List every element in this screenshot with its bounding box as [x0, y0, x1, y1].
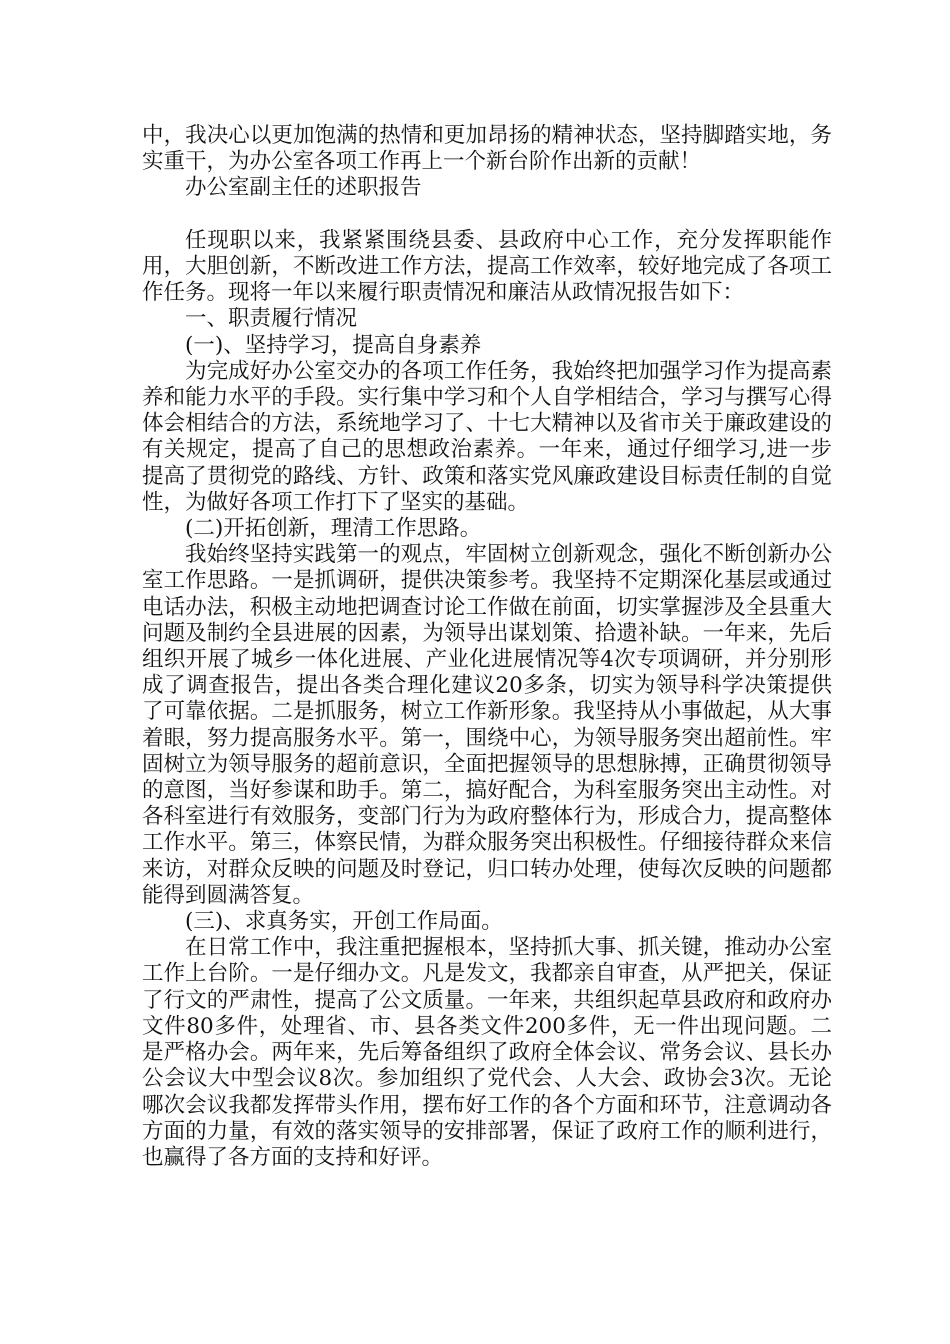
section-heading-1: 一、职责履行情况 [185, 306, 358, 332]
study-paragraph: 为完成好办公室交办的各项工作任务，我始终把加强学习作为提高素养和能力水平的手段。实行集中学习和个人自学相结合，学习与撰写心得体会相结合的方法，系统地学习了、十七大精神以及省市关于廉政建设的有关规定，提高了自己的思想政治素养。一年来，通过仔细学习,进一步提高了贯彻党的路线、方针、政策和落实党风廉政建设目标责任制的自觉性，为做好各项工作打下了坚实的基础。 [142, 358, 832, 515]
intro-paragraph: 任现职以来，我紧紧围绕县委、县政府中心工作，充分发挥职能作用，大胆创新，不断改进工作方法，提高工作效率，较好地完成了各项工作任务。现将一年以来履行职责情况和廉洁从政情况报告如下： [142, 227, 832, 306]
subsection-heading-2: (二)开拓创新，理清工作思路。 [185, 516, 482, 542]
document-body [142, 123, 832, 1171]
innovation-paragraph: 我始终坚持实践第一的观点，牢固树立创新观念，强化不断创新办公室工作思路。一是抓调研，提供决策参考。我坚持不定期深化基层或通过电话办法，积极主动地把调查讨论工作做在前面，切实掌握涉及全县重大问题及制约全县进展的因素，为领导出谋划策、拾遗补缺。一年来，先后组织开展了城乡一体化进展、产业化进展情况等4次专项调研，并分别形成了调查报告，提出各类合理化建议20多条，切实为领导科学决策提供了可靠依据。二是抓服务，树立工作新形象。我坚持从小事做起，从大事着眼，努力提高服务水平。第一，围绕中心，为领导服务突出超前性。牢固树立为领导服务的超前意识，全面把握领导的思想脉搏，正确贯彻领导的意图，当好参谋和助手。第二，搞好配合，为科室服务突出主动性。对各科室进行有效服务，变部门行为为政府整体行为，形成合力，提高整体工作水平。第三，体察民情，为群众服务突出积极性。仔细接待群众来信来访，对群众反映的问题及时登记，归口转办处理，使每次反映的问题都能得到圆满答复。 [142, 542, 832, 908]
closing-paragraph: 中，我决心以更加饱满的热情和更加昂扬的精神状态，坚持脚踏实地，务实重干，为办公室各项工作再上一个新台阶作出新的贡献！ [142, 123, 832, 175]
practical-work-paragraph: 在日常工作中，我注重把握根本，坚持抓大事、抓关键，推动办公室工作上台阶。一是仔细办文。凡是发文，我都亲自审查，从严把关，保证了行文的严肃性，提高了公文质量。一年来，共组织起草县政府和政府办文件80多件，处理省、市、县各类文件200多件，无一件出现问题。二是严格办会。两年来，先后筹备组织了政府全体会议、常务会议、县长办公会议大中型会议8次。参加组织了党代会、人大会、政协会3次。无论哪次会议我都发挥带头作用，摆布好工作的各个方面和环节，注意调动各方面的力量，有效的落实领导的安排部署，保证了政府工作的顺利进行，也赢得了各方面的支持和好评。 [142, 935, 832, 1170]
report-title: 办公室副主任的述职报告 [185, 175, 422, 201]
subsection-heading-3: (三)、求真务实，开创工作局面。 [185, 909, 503, 935]
blank-line [142, 202, 832, 228]
subsection-heading-1: (一)、坚持学习，提高自身素养 [185, 332, 482, 358]
